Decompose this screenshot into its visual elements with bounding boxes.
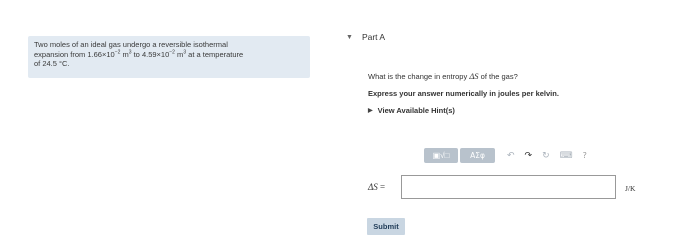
part-a-header[interactable]: [346, 32, 385, 42]
question-text: What is the change in entropy ΔS of the gas?: [368, 71, 518, 81]
collapse-caret-icon[interactable]: ▼: [346, 33, 353, 41]
answer-input[interactable]: [401, 175, 616, 199]
undo-icon[interactable]: ↶: [507, 150, 515, 161]
problem-line-3: of 24.5 °C.: [34, 59, 70, 68]
answer-label: ΔS =: [368, 182, 386, 192]
expand-triangle-icon: ▶: [368, 108, 373, 114]
answer-units: J/K: [625, 184, 636, 193]
submit-button[interactable]: Submit: [367, 218, 405, 235]
redo-icon[interactable]: ↷: [524, 150, 533, 161]
part-title: Part A: [361, 32, 386, 42]
keyboard-icon[interactable]: ⌨: [559, 150, 573, 161]
problem-line-2: expansion from $1.66\times 10^{-2}$ $m^3$ to $4.59\times 10^{-2}$ $m^3$ at a temperature: [34, 49, 244, 59]
reset-icon[interactable]: ↻: [542, 150, 550, 161]
templates-button[interactable]: ▣√□: [424, 148, 458, 163]
math-toolbar: [424, 148, 587, 163]
problem-statement: [28, 36, 310, 78]
answer-instruction: Express your answer numerically in joules per kelvin.: [368, 89, 559, 98]
help-icon[interactable]: ?: [582, 151, 587, 160]
symbols-button[interactable]: ΑΣφ: [460, 148, 495, 163]
entropy-symbol: ΔS: [469, 71, 479, 81]
problem-line-1: Two moles of an ideal gas undergo a reversible isothermal: [34, 40, 228, 49]
view-hints-link[interactable]: [368, 106, 455, 115]
hint-label: View Available Hint(s): [377, 106, 455, 115]
